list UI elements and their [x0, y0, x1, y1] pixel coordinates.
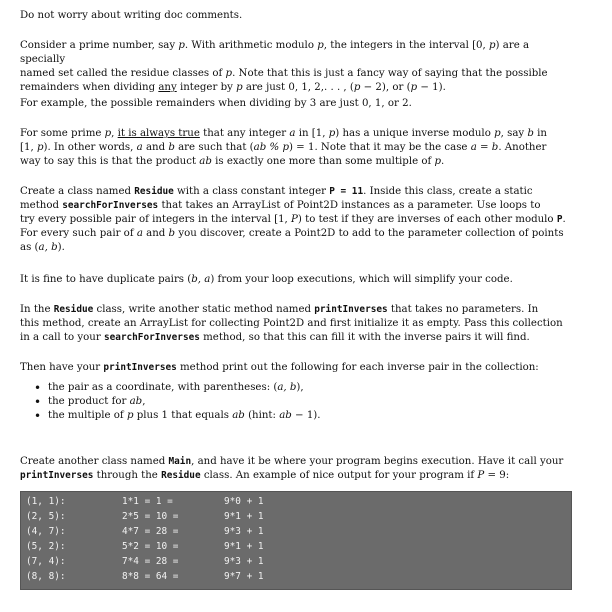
text-span: Then have your	[20, 362, 104, 373]
text-span: It is fine to have duplicate pairs (	[20, 274, 192, 285]
paragraph-print-inverses	[20, 303, 572, 345]
text-span: .	[562, 214, 566, 225]
text-span: a, b	[38, 242, 58, 253]
list-item	[32, 395, 572, 409]
text-span: For some prime	[20, 128, 105, 139]
text-span: %	[266, 142, 283, 153]
paragraph-example	[20, 97, 572, 111]
text-span: In the	[20, 304, 54, 315]
text-span: integer by	[176, 82, 237, 93]
text-span: p	[317, 40, 324, 51]
text-span: b, a	[191, 274, 211, 285]
paragraph-main-class	[20, 455, 572, 483]
text-span: ) has a unique inverse modulo	[335, 128, 495, 139]
text-span: ). In other words,	[43, 142, 137, 153]
text-span: that takes no parameters. In	[387, 304, 539, 315]
console-row	[21, 510, 571, 524]
console-row	[21, 555, 571, 569]
intro-note	[20, 9, 572, 23]
text-span: (4, 7):	[26, 526, 66, 537]
text-span: 7*4 = 28 =	[122, 556, 179, 567]
text-span: 9*0 + 1	[224, 496, 264, 507]
text-span: (7, 4):	[26, 556, 66, 567]
text-span: − 2), or (	[360, 82, 411, 93]
text-span: ab	[253, 142, 267, 153]
text-span: p	[328, 128, 336, 139]
text-span: method, so that this can fill it with the inverse pairs it will find.	[199, 332, 530, 343]
text-span: the multiple of	[48, 410, 127, 421]
text-span: and	[142, 142, 169, 153]
text-span: printInverses	[103, 362, 177, 373]
text-span: class, write another static method named	[93, 304, 315, 315]
text-span: way to say this is that the product	[20, 156, 200, 167]
text-span: the product for	[48, 396, 130, 407]
text-span: method	[20, 200, 63, 211]
text-span: Residue	[161, 470, 201, 481]
text-span: is exactly one more than some multiple of	[211, 156, 435, 167]
text-span: (1, 1):	[26, 496, 66, 507]
text-span: (2, 5):	[26, 511, 66, 522]
text-span: = 9:	[484, 470, 510, 481]
text-span: p	[178, 40, 185, 51]
text-span: p	[410, 82, 418, 93]
text-span: this method, create an ArrayList for collecting Point2D and first initialize it as empty. Pass this collection	[20, 318, 563, 329]
text-span: p	[225, 68, 233, 79]
text-span: ) are a specially	[20, 40, 530, 65]
text-span: with a class constant integer	[173, 186, 330, 197]
text-span: (5, 2):	[26, 541, 66, 552]
text-span: are such that (	[174, 142, 254, 153]
text-span: =	[476, 142, 492, 153]
example-output-console	[20, 491, 572, 590]
output-requirements-list	[32, 381, 572, 423]
text-span: Consider a prime number, say	[20, 40, 179, 51]
text-span: Residue	[53, 304, 94, 315]
text-span: are just 0, 1, 2,. . . , (	[242, 82, 354, 93]
text-span: 1*1 = 1 =	[122, 496, 173, 507]
text-span: p	[353, 82, 361, 93]
text-span: 8*8 = 64 =	[122, 571, 179, 582]
text-span: (8, 8):	[26, 571, 66, 582]
paragraph-inverse	[20, 127, 572, 169]
text-span: p	[434, 156, 442, 167]
text-span: ab	[199, 156, 212, 167]
text-span: the pair as a coordinate, with parentheses: (	[48, 382, 278, 393]
text-span: − 1).	[417, 82, 446, 93]
text-span: Main	[168, 456, 192, 467]
text-span: in [1,	[295, 128, 329, 139]
text-span: . Another	[498, 142, 547, 153]
text-span: ab	[279, 410, 292, 421]
text-span: 2*5 = 10 =	[122, 511, 179, 522]
text-span: a	[136, 142, 143, 153]
text-span: .	[441, 156, 445, 167]
text-span: you discover, create a Point2D to add to the parameter collection of points	[175, 228, 564, 239]
text-span: 9*1 + 1	[224, 541, 264, 552]
text-span: searchForInverses	[103, 332, 200, 343]
text-span: ab	[129, 396, 143, 407]
text-span: ),	[296, 382, 304, 393]
text-span: , say	[500, 128, 528, 139]
text-span: P	[556, 214, 563, 225]
text-span: 5*2 = 10 =	[122, 541, 179, 552]
text-span: b	[168, 142, 175, 153]
text-span: plus 1 that equals	[133, 410, 233, 421]
text-span: printInverses	[314, 304, 388, 315]
text-span: class. An example of nice output for your program if	[200, 470, 478, 481]
text-span: method print out the following for each inverse pair in the collection:	[176, 362, 539, 373]
text-span: ,	[111, 128, 118, 139]
paragraph-residue-class	[20, 185, 572, 255]
text-span: a	[470, 142, 477, 153]
text-span: in	[533, 128, 547, 139]
text-span: . Note that this is just a fancy way of saying that the possible	[232, 68, 548, 79]
text-span: a	[289, 128, 296, 139]
text-span: − 1).	[291, 410, 321, 421]
text-span: as (	[20, 242, 39, 253]
text-span: Residue	[134, 186, 174, 197]
text-span: b	[168, 228, 176, 239]
text-span: Create another class named	[20, 456, 169, 467]
text-span: p	[104, 128, 112, 139]
text-span: ) from your loop executions, which will simplify your code.	[210, 274, 513, 285]
text-span: printInverses	[20, 470, 94, 481]
paragraph-print-format	[20, 361, 572, 375]
list-item	[32, 409, 572, 423]
text-span: and	[142, 228, 169, 239]
text-span: try every possible pair of integers in the interval [1,	[20, 214, 292, 225]
text-span: , and have it be where your program begins execution. Have it call your	[191, 456, 564, 467]
text-span: b	[491, 142, 499, 153]
text-span: ).	[57, 242, 65, 253]
text-span: p	[126, 410, 134, 421]
text-span: ,	[142, 396, 146, 407]
text-span: (hint:	[244, 410, 280, 421]
console-row	[21, 525, 571, 539]
text-span: a, b	[277, 382, 297, 393]
text-span: that takes an ArrayList of Point2D instances as a parameter. Use loops to	[158, 200, 541, 211]
text-span: named set called the residue classes of	[20, 68, 226, 79]
text-span: through the	[93, 470, 162, 481]
console-row	[21, 540, 571, 554]
list-item	[32, 381, 572, 395]
text-span: it is always true	[117, 128, 200, 139]
text-span: 9*3 + 1	[224, 556, 264, 567]
text-span: Do not worry about writing doc comments.	[20, 10, 243, 21]
console-row	[21, 495, 571, 509]
text-span: 9*7 + 1	[224, 571, 264, 582]
paragraph-residue-classes	[20, 39, 572, 95]
text-span: 9*1 + 1	[224, 511, 264, 522]
text-span: P	[291, 214, 298, 225]
text-span: ) to test if they are inverses of each other modulo	[297, 214, 557, 225]
text-span: in a call to your	[20, 332, 104, 343]
text-span: searchForInverses	[62, 200, 159, 211]
text-span: . Inside this class, create a static	[363, 186, 533, 197]
text-span: p	[236, 82, 243, 93]
text-span: 4*7 = 28 =	[122, 526, 179, 537]
paragraph-duplicates	[20, 273, 572, 287]
text-span: For every such pair of	[20, 228, 137, 239]
text-span: Create a class named	[20, 186, 135, 197]
text-span: p	[494, 128, 501, 139]
text-span: For example, the possible remainders when dividing by 3 are just 0, 1, or 2.	[20, 98, 412, 109]
text-span: ) = 1. Note that it may be the case	[288, 142, 471, 153]
text-span: , the integers in the interval [0,	[323, 40, 490, 51]
text-span: p	[36, 142, 44, 153]
console-row	[21, 570, 571, 584]
text-span: p	[489, 40, 496, 51]
text-span: ab	[232, 410, 245, 421]
text-span: any	[158, 82, 177, 93]
text-span: P	[477, 470, 485, 481]
text-span: 9*3 + 1	[224, 526, 264, 537]
text-span: . With arithmetic modulo	[184, 40, 318, 51]
text-span: [1,	[20, 142, 37, 153]
text-span: a	[136, 228, 143, 239]
text-span: b	[527, 128, 534, 139]
text-span: remainders when dividing	[20, 82, 159, 93]
text-span: p	[282, 142, 289, 153]
text-span: P = 11	[329, 186, 364, 197]
text-span: that any integer	[199, 128, 290, 139]
